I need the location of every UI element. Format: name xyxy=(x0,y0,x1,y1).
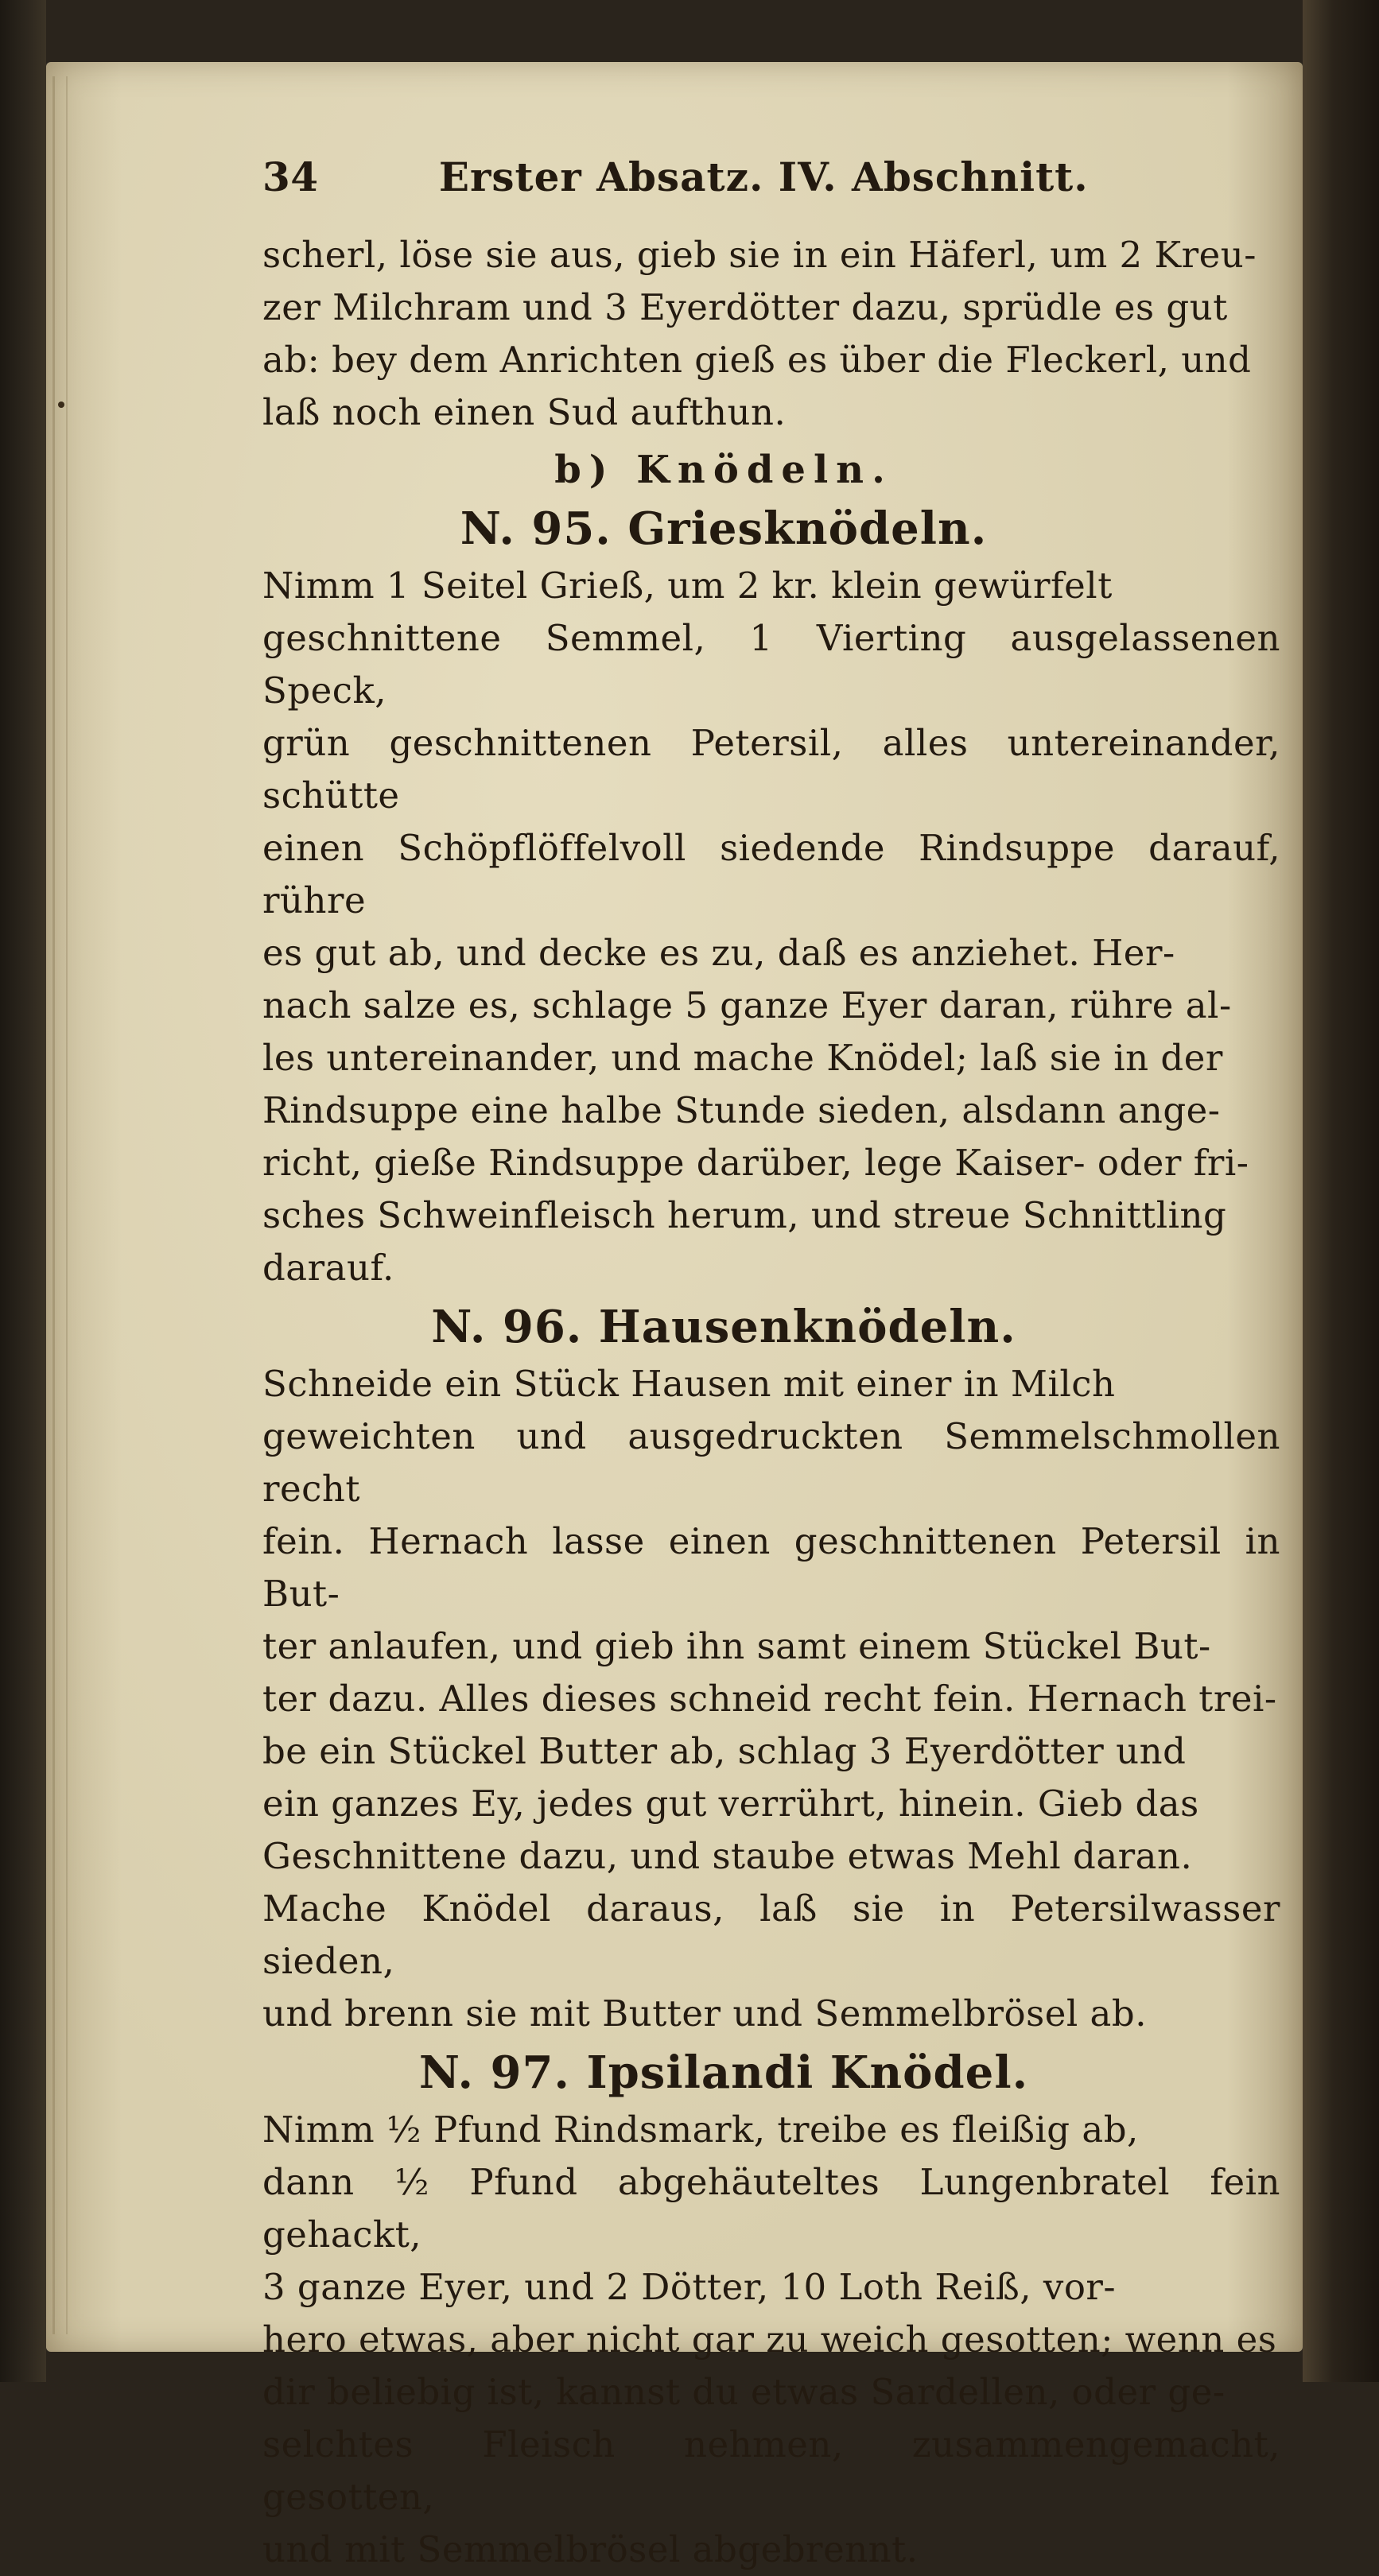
scan-edge-right xyxy=(1303,0,1379,2382)
recipe-97 xyxy=(262,2046,1280,2576)
running-head xyxy=(262,151,1280,204)
text-line: laß noch einen Sud aufthun. xyxy=(262,391,787,433)
page-number: 34 xyxy=(262,153,319,200)
text-line: Nimm ½ Pfund Rindsmark, treibe es fleißig ab, xyxy=(262,2109,1139,2151)
text-line: zer Milchram und 3 Eyerdötter dazu, sprüdle es gut xyxy=(262,286,1228,328)
page-content xyxy=(262,151,1280,2576)
text-line: und mit Semmelbrösel abgebrennt. xyxy=(262,2528,919,2570)
text-line: 3 ganze Eyer, und 2 Dötter, 10 Loth Reiß, vor- xyxy=(262,2266,1117,2308)
recipe-heading xyxy=(262,502,1280,555)
running-title: Erster Absatz. IV. Abschnitt. xyxy=(438,153,1089,200)
text-line: es gut ab, und decke es zu, daß es anziehet. Her- xyxy=(262,932,1175,974)
text-line: les untereinander, und mache Knödel; laß sie in der xyxy=(262,1037,1223,1079)
text-line: geweichten und ausgedruckten Semmelschmollen recht xyxy=(262,1415,1280,1510)
recipe-title: Hausenknödeln. xyxy=(598,1301,1016,1353)
text-line: Rindsuppe eine halbe Stunde sieden, alsdann ange- xyxy=(262,1089,1221,1131)
text-line: scherl, löse sie aus, gieb sie in ein Häferl, um 2 Kreu- xyxy=(262,234,1257,276)
intro-paragraph xyxy=(262,229,1280,439)
text-line: Geschnittene dazu, und staube etwas Mehl daran. xyxy=(262,1835,1193,1877)
text-line: einen Schöpflöffelvoll siedende Rindsuppe darauf, rühre xyxy=(262,827,1280,921)
text-line: ter anlaufen, und gieb ihn samt einem Stückel But- xyxy=(262,1625,1211,1667)
text-line: grün geschnittenen Petersil, alles untereinander, schütte xyxy=(262,722,1280,817)
text-line: dann ½ Pfund abgehäuteltes Lungenbratel fein gehackt, xyxy=(262,2161,1280,2256)
recipe-number: N. 97. xyxy=(418,2046,570,2099)
section-heading: b) Knödeln. xyxy=(554,448,893,492)
text-line: hero etwas, aber nicht gar zu weich gesotten; wenn es xyxy=(262,2318,1277,2361)
text-line: und brenn sie mit Butter und Semmelbrösel ab. xyxy=(262,1992,1147,2035)
recipe-heading xyxy=(262,2046,1280,2099)
recipe-heading xyxy=(262,1301,1280,1353)
recipe-title: Ipsilandi Knödel. xyxy=(586,2046,1029,2099)
text-line: Nimm 1 Seitel Grieß, um 2 kr. klein gewürfelt xyxy=(262,564,1113,607)
text-line: dir beliebig ist, kannst du etwas Sardellen, oder ge- xyxy=(262,2371,1226,2413)
text-line: Mache Knödel daraus, laß sie in Petersilwasser sieden, xyxy=(262,1887,1280,1982)
recipe-number: N. 95. xyxy=(460,502,612,555)
text-line: nach salze es, schlage 5 ganze Eyer daran, rühre al- xyxy=(262,984,1232,1026)
text-line: richt, gieße Rindsuppe darüber, lege Kaiser- oder fri- xyxy=(262,1142,1249,1184)
text-line: geschnittene Semmel, 1 Vierting ausgelassenen Speck, xyxy=(262,617,1280,712)
text-line: darauf. xyxy=(262,1247,394,1289)
text-line: sches Schweinfleisch herum, und streue Schnittling xyxy=(262,1194,1227,1236)
text-line: ein ganzes Ey, jedes gut verrührt, hinein. Gieb das xyxy=(262,1783,1199,1825)
text-line: Schneide ein Stück Hausen mit einer in Milch xyxy=(262,1363,1116,1405)
recipe-96 xyxy=(262,1301,1280,2040)
recipe-number: N. 96. xyxy=(431,1301,583,1353)
scan-edge-left xyxy=(0,0,46,2382)
text-line: fein. Hernach lasse einen geschnittenen Petersil in But- xyxy=(262,1520,1280,1615)
ink-spot xyxy=(58,402,64,408)
text-line: selchtes Fleisch nehmen, zusammengemacht, gesotten, xyxy=(262,2423,1280,2518)
text-line: ab: bey dem Anrichten gieß es über die Fleckerl, und xyxy=(262,339,1252,381)
text-line: ter dazu. Alles dieses schneid recht fein. Hernach trei- xyxy=(262,1678,1277,1720)
recipe-title: Griesknödeln. xyxy=(627,502,988,555)
text-line: be ein Stückel Butter ab, schlag 3 Eyerdötter und xyxy=(262,1730,1187,1772)
page-fold xyxy=(52,76,68,2334)
recipe-95 xyxy=(262,502,1280,1294)
